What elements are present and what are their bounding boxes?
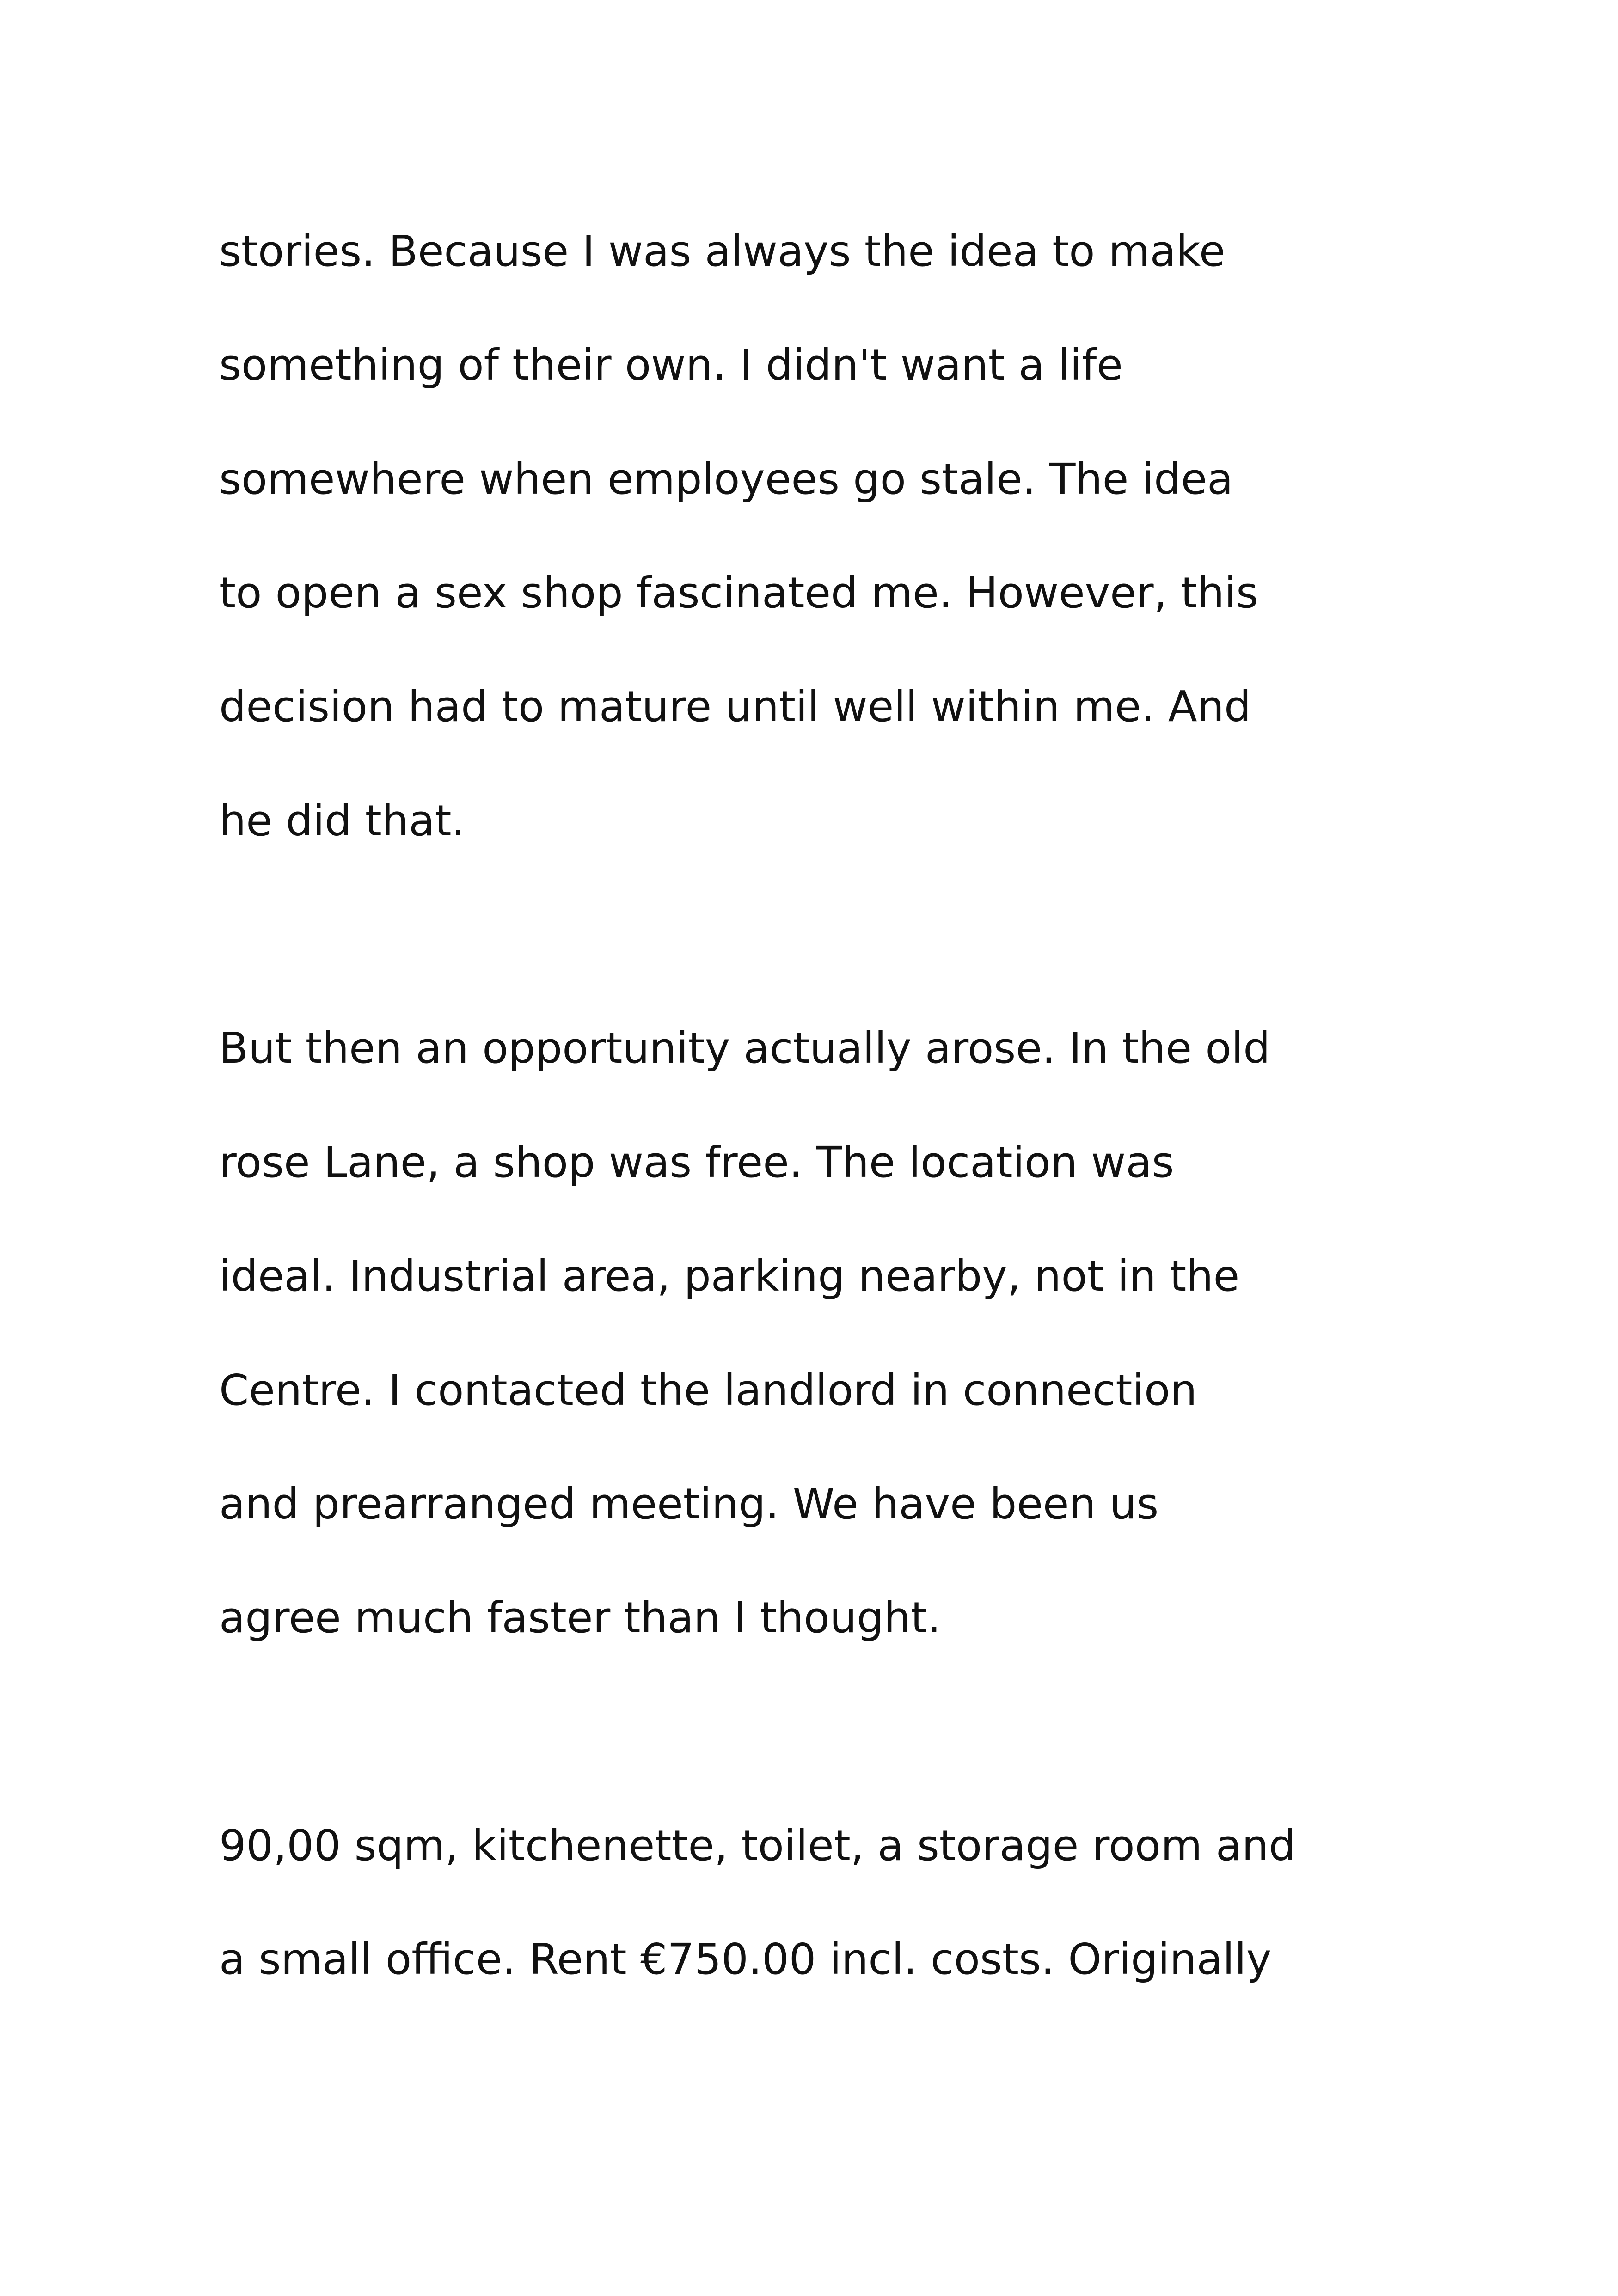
text-line: decision had to mature until well within me. And — [219, 682, 1251, 731]
text-line: agree much faster than I thought. — [219, 1593, 941, 1642]
text-line: Centre. I contacted the landlord in connection — [219, 1365, 1197, 1415]
text-line: to open a sex shop fascinated me. However, this — [219, 568, 1258, 618]
text-line: something of their own. I didn't want a life — [219, 340, 1123, 390]
text-line: ideal. Industrial area, parking nearby, not in the — [219, 1251, 1240, 1301]
text-line: and prearranged meeting. We have been us — [219, 1479, 1159, 1529]
text-line: a small office. Rent €750.00 incl. costs. Originally — [219, 1935, 1272, 1984]
text-line: rose Lane, a shop was free. The location was — [219, 1138, 1174, 1187]
text-line: 90,00 sqm, kitchenette, toilet, a storage room and — [219, 1821, 1296, 1870]
text-line: But then an opportunity actually arose. In the old — [219, 1023, 1270, 1073]
text-line: he did that. — [219, 796, 465, 845]
text-line: somewhere when employees go stale. The idea — [219, 454, 1233, 504]
text-line: stories. Because I was always the idea to make — [219, 227, 1226, 276]
